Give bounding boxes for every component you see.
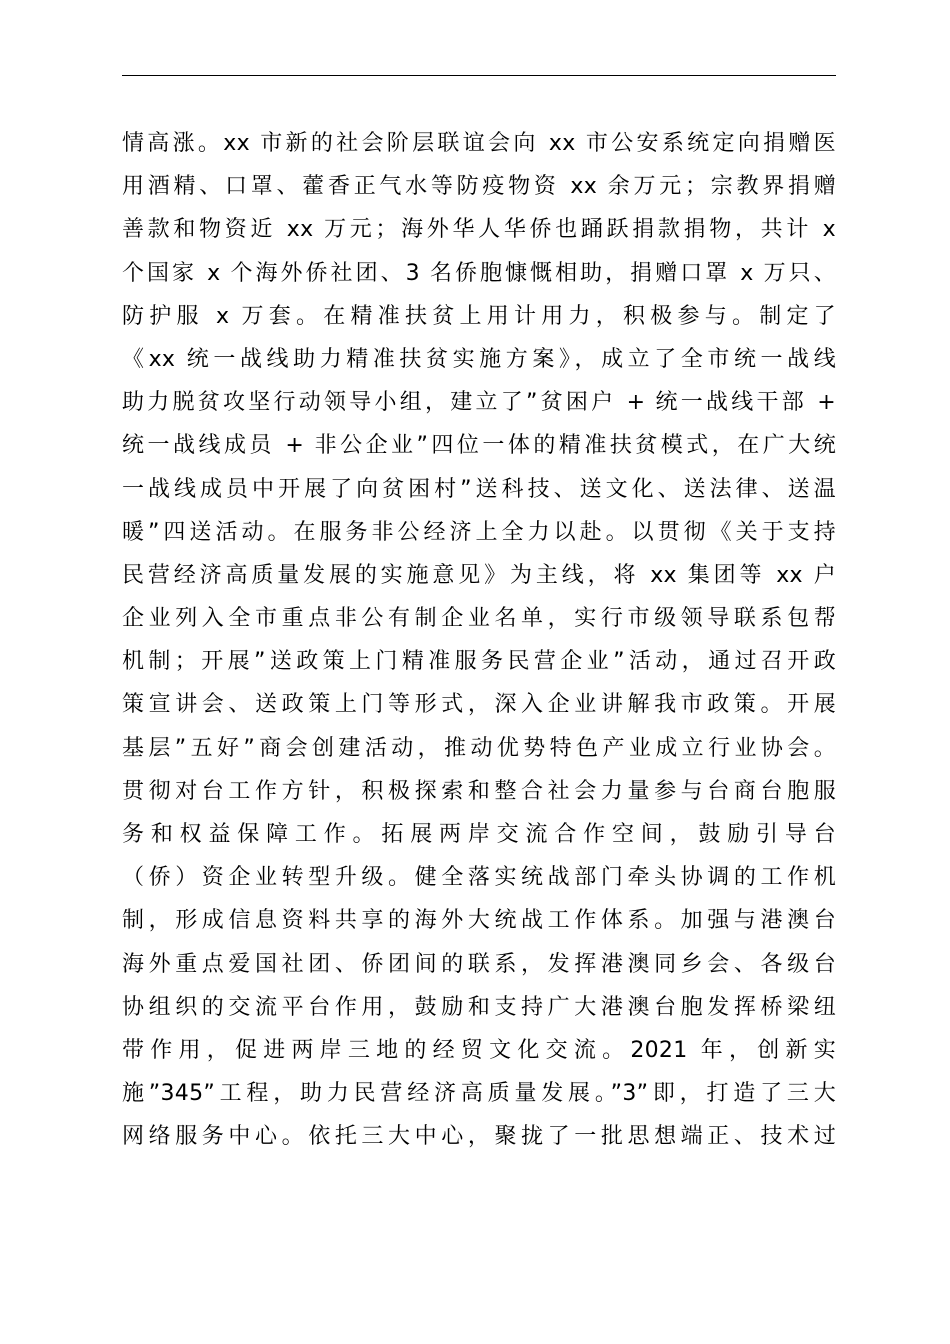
text-line: 一战线成员中开展了向贫困村”送科技、送文化、送法律、送温 xyxy=(122,476,836,502)
text-line: 机制；开展”送政策上门精准服务民营企业”活动，通过召开政 xyxy=(122,649,836,675)
text-line: 防护服 x 万套。在精准扶贫上用计用力，积极参与。制定了 xyxy=(122,303,836,329)
text-line: 企业列入全市重点非公有制企业名单，实行市级领导联系包帮 xyxy=(122,606,836,632)
text-line: （侨）资企业转型升级。健全落实统战部门牵头协调的工作机 xyxy=(122,865,836,891)
text-line: 个国家 x 个海外侨社团、3 名侨胞慷慨相助，捐赠口罩 x 万只、 xyxy=(122,260,836,286)
text-line: 带作用，促进两岸三地的经贸文化交流。2021 年，创新实 xyxy=(122,1037,836,1063)
text-line: 暖”四送活动。在服务非公经济上全力以赴。以贯彻《关于支持 xyxy=(122,519,836,545)
text-line: 策宣讲会、送政策上门等形式，深入企业讲解我市政策。开展 xyxy=(122,692,836,718)
body-paragraph xyxy=(122,122,836,1159)
text-line: 助力脱贫攻坚行动领导小组，建立了”贫困户 + 统一战线干部 + xyxy=(122,390,836,416)
text-line: 网络服务中心。依托三大中心，聚拢了一批思想端正、技术过 xyxy=(122,1124,836,1150)
text-line: 情高涨。xx 市新的社会阶层联谊会向 xx 市公安系统定向捐赠医 xyxy=(122,131,836,156)
text-line: 施”345”工程，助力民营经济高质量发展。”3”即，打造了三大 xyxy=(122,1081,836,1107)
text-line: 协组织的交流平台作用，鼓励和支持广大港澳台胞发挥桥梁纽 xyxy=(122,994,836,1020)
text-line: 统一战线成员 + 非公企业”四位一体的精准扶贫模式，在广大统 xyxy=(122,433,836,459)
text-line: 用酒精、口罩、藿香正气水等防疫物资 xx 余万元；宗教界捐赠 xyxy=(122,174,836,200)
text-line: 务和权益保障工作。拓展两岸交流合作空间，鼓励引导台 xyxy=(122,822,836,847)
text-line: 海外重点爱国社团、侨团间的联系，发挥港澳同乡会、各级台 xyxy=(122,951,836,977)
text-line: 民营经济高质量发展的实施意见》为主线，将 xx 集团等 xx 户 xyxy=(122,562,836,588)
header-rule xyxy=(122,75,836,76)
text-line: 制，形成信息资料共享的海外大统战工作体系。加强与港澳台 xyxy=(122,908,836,934)
text-line: 基层”五好”商会创建活动，推动优势特色产业成立行业协会。 xyxy=(122,735,836,761)
text-line: 《xx 统一战线助力精准扶贫实施方案》，成立了全市统一战线 xyxy=(122,346,836,372)
text-line: 贯彻对台工作方针，积极探索和整合社会力量参与台商台胞服 xyxy=(122,778,836,804)
text-line: 善款和物资近 xx 万元；海外华人华侨也踊跃捐款捐物，共计 x xyxy=(122,217,836,243)
